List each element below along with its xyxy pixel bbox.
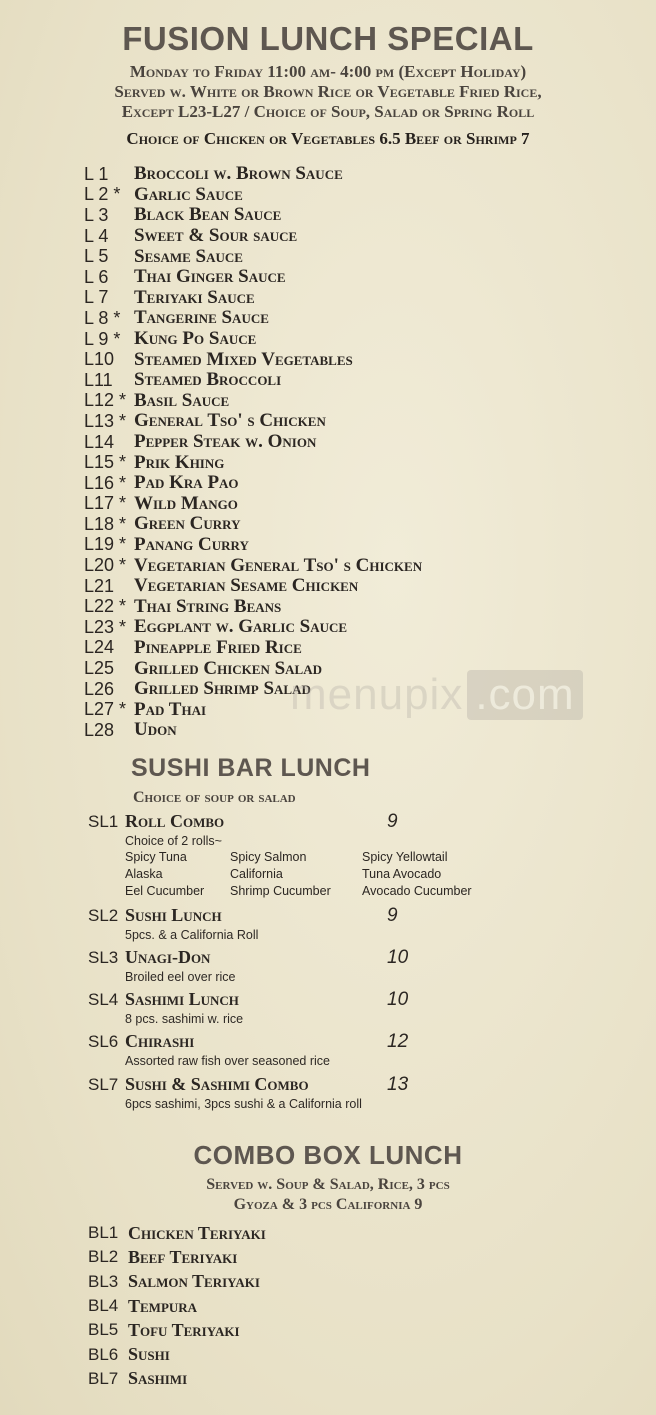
list-item <box>84 288 422 309</box>
item-price: 9 <box>387 905 398 926</box>
item-name: General Tso' s Chicken <box>134 410 326 432</box>
item-code: L28 <box>84 719 115 740</box>
item-code: L21 <box>84 575 115 596</box>
item-name: Tofu Teriyaki <box>128 1319 240 1340</box>
item-code: L25 <box>84 658 115 679</box>
fusion-menu-list <box>84 164 422 741</box>
item-code: SL7 <box>88 1075 119 1094</box>
roll-choice: California <box>230 867 283 881</box>
price-line: Choice of Chicken or Vegetables 6.5 Beef or Shrimp 7 <box>126 129 530 148</box>
item-code: L 4 <box>84 225 109 246</box>
list-item <box>84 596 422 617</box>
item-code: BL2 <box>88 1247 119 1267</box>
roll-choice: Alaska <box>125 867 163 881</box>
list-item <box>84 226 422 247</box>
list-item <box>84 308 422 329</box>
item-name: Eggplant w. Garlic Sauce <box>134 616 348 638</box>
list-item <box>88 1245 266 1269</box>
item-code: L16 * <box>84 472 127 493</box>
item-code: BL6 <box>88 1344 119 1364</box>
item-name: Chicken Teriyaki <box>128 1222 266 1243</box>
item-code: L 8 * <box>84 307 121 328</box>
item-code: L 1 <box>84 163 109 184</box>
item-code: L18 * <box>84 513 127 534</box>
item-name: Roll Combo <box>125 811 225 831</box>
list-item <box>84 452 422 473</box>
list-item <box>84 514 422 535</box>
list-item <box>84 164 422 185</box>
item-code: L 7 <box>84 287 109 308</box>
item-description: Broiled eel over rice <box>125 970 236 984</box>
item-name: Pad Kra Pao <box>134 472 239 494</box>
item-name: Thai String Beans <box>134 595 282 617</box>
item-code: BL5 <box>88 1320 119 1340</box>
item-code: SL1 <box>88 812 119 831</box>
list-item <box>84 494 422 515</box>
list-item <box>84 349 422 370</box>
item-name: Udon <box>134 719 177 741</box>
menu-item <box>88 905 608 943</box>
item-name: Basil Sauce <box>134 389 230 411</box>
roll-choice: Spicy Tuna <box>125 850 187 864</box>
item-description: 6pcs sashimi, 3pcs sushi & a California roll <box>125 1097 362 1111</box>
roll-choice: Eel Cucumber <box>125 884 205 898</box>
item-name: Tempura <box>128 1295 198 1316</box>
subtitle-line: Gyoza & 3 pcs California 9 <box>233 1196 423 1213</box>
item-code: L10 <box>84 349 115 370</box>
watermark-domain: .com <box>467 670 582 720</box>
list-item <box>84 638 422 659</box>
list-item <box>84 576 422 597</box>
item-name: Sashimi Lunch <box>125 989 239 1009</box>
list-item <box>84 473 422 494</box>
item-name: Unagi-Don <box>125 947 211 967</box>
item-name: Pad Thai <box>134 698 207 720</box>
menu-item <box>88 989 608 1027</box>
list-item <box>84 205 422 226</box>
roll-choice: Spicy Salmon <box>230 850 307 864</box>
item-name: Sashimi <box>128 1368 188 1389</box>
watermark-text: menupix <box>290 670 464 719</box>
item-code: L12 * <box>84 390 127 411</box>
item-description: 8 pcs. sashimi w. rice <box>125 1012 244 1026</box>
item-name: Salmon Teriyaki <box>128 1271 260 1292</box>
menu-item <box>88 1074 608 1112</box>
list-item <box>84 555 422 576</box>
list-item <box>88 1367 266 1391</box>
roll-choices <box>125 849 608 900</box>
roll-choice: Spicy Yellowtail <box>362 850 448 864</box>
list-item <box>88 1294 266 1318</box>
item-code: L11 <box>84 369 113 390</box>
item-code: L15 * <box>84 452 127 473</box>
item-name: Green Curry <box>134 513 241 535</box>
list-item <box>84 370 422 391</box>
item-description: Choice of 2 rolls~ <box>125 834 222 848</box>
item-code: BL4 <box>88 1296 119 1316</box>
item-name: Steamed Mixed Vegetables <box>134 348 353 370</box>
list-item <box>88 1342 266 1366</box>
list-item <box>84 329 422 350</box>
item-code: BL1 <box>88 1223 119 1243</box>
page-title: FUSION LUNCH SPECIAL <box>122 20 534 57</box>
watermark <box>290 670 583 720</box>
intro-line: Served w. White or Brown Rice or Vegetable Fried Rice, <box>114 82 542 101</box>
item-name: Grilled Shrimp Salad <box>134 678 311 700</box>
item-code: L26 <box>84 678 115 699</box>
list-item <box>84 267 422 288</box>
item-name: Sesame Sauce <box>134 245 243 267</box>
item-price: 13 <box>387 1074 409 1095</box>
item-code: L20 * <box>84 555 127 576</box>
item-code: BL7 <box>88 1368 119 1388</box>
item-price: 10 <box>387 947 409 968</box>
item-name: Garlic Sauce <box>134 183 243 205</box>
item-price: 9 <box>387 811 398 832</box>
item-name: Sushi & Sashimi Combo <box>125 1074 309 1094</box>
item-code: L27 * <box>84 699 127 720</box>
item-code: L14 <box>84 431 115 452</box>
item-code: L 3 <box>84 204 109 225</box>
section-subtitle-combo <box>0 1175 656 1215</box>
item-name: Pepper Steak w. Onion <box>134 431 317 453</box>
item-price: 10 <box>387 989 409 1010</box>
item-name: Wild Mango <box>134 492 238 514</box>
item-name: Vegetarian Sesame Chicken <box>134 575 359 597</box>
menu-item <box>88 811 608 900</box>
item-name: Thai Ginger Sauce <box>134 266 286 288</box>
item-code: L24 <box>84 637 115 658</box>
list-item <box>84 246 422 267</box>
list-item <box>84 391 422 412</box>
list-item <box>84 432 422 453</box>
item-code: SL4 <box>88 990 119 1009</box>
item-code: L17 * <box>84 493 127 514</box>
item-name: Grilled Chicken Salad <box>134 657 322 679</box>
section-title-sushi: SUSHI BAR LUNCH <box>131 754 371 782</box>
section-subtitle-sushi: Choice of soup or salad <box>133 789 296 806</box>
item-description: 5pcs. & a California Roll <box>125 928 259 942</box>
item-name: Sushi <box>128 1344 170 1365</box>
item-name: Steamed Broccoli <box>134 369 282 391</box>
item-name: Pineapple Fried Rice <box>134 636 302 658</box>
item-name: Sushi Lunch <box>125 905 222 925</box>
list-item <box>84 720 422 741</box>
list-item <box>88 1270 266 1294</box>
item-code: L 5 <box>84 246 109 267</box>
item-code: L 9 * <box>84 328 121 349</box>
item-code: L23 * <box>84 616 127 637</box>
item-name: Kung Po Sauce <box>134 328 257 350</box>
item-code: SL6 <box>88 1032 119 1051</box>
item-name: Panang Curry <box>134 533 249 555</box>
item-name: Beef Teriyaki <box>128 1246 238 1267</box>
item-name: Black Bean Sauce <box>134 204 282 226</box>
list-item <box>84 535 422 556</box>
item-code: L 2 * <box>84 184 121 205</box>
list-item <box>84 617 422 638</box>
menu-item <box>88 1031 608 1069</box>
item-code: SL2 <box>88 906 119 925</box>
combo-menu-list <box>88 1221 266 1391</box>
roll-choice: Tuna Avocado <box>362 867 442 881</box>
item-name: Prik Khing <box>134 451 225 473</box>
list-item <box>84 185 422 206</box>
item-price: 12 <box>387 1031 409 1052</box>
intro-line: Except L23-L27 / Choice of Soup, Salad or Spring Roll <box>121 102 535 121</box>
item-name: Broccoli w. Brown Sauce <box>134 163 343 185</box>
item-code: L19 * <box>84 534 127 555</box>
item-name: Chirashi <box>125 1031 195 1051</box>
item-code: SL3 <box>88 948 119 967</box>
list-item <box>88 1221 266 1245</box>
item-name: Sweet & Sour sauce <box>134 225 298 247</box>
roll-choice: Shrimp Cucumber <box>230 884 331 898</box>
section-title-combo: COMBO BOX LUNCH <box>193 1140 463 1170</box>
item-description: Assorted raw fish over seasoned rice <box>125 1054 330 1068</box>
item-code: L 6 <box>84 266 109 287</box>
item-name: Teriyaki Sauce <box>134 286 255 308</box>
item-code: L13 * <box>84 410 127 431</box>
roll-choice: Avocado Cucumber <box>362 884 472 898</box>
list-item <box>84 411 422 432</box>
menu-item <box>88 947 608 985</box>
intro-text <box>0 62 656 122</box>
item-code: L22 * <box>84 596 127 617</box>
item-name: Tangerine Sauce <box>134 307 269 329</box>
list-item <box>88 1318 266 1342</box>
item-code: BL3 <box>88 1271 119 1291</box>
intro-line: Monday to Friday 11:00 am- 4:00 pm (Except Holiday) <box>129 62 527 81</box>
item-name: Vegetarian General Tso' s Chicken <box>134 554 423 576</box>
subtitle-line: Served w. Soup & Salad, Rice, 3 pcs <box>206 1176 450 1193</box>
